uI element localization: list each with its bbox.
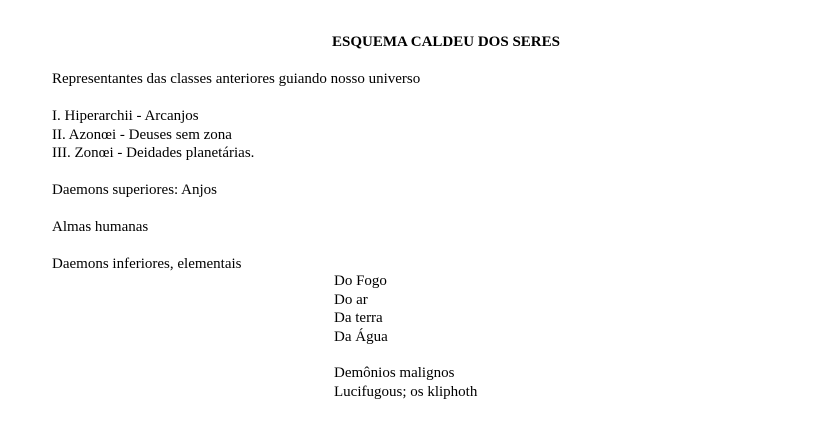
class-item-2: II. Azonœi - Deuses sem zona xyxy=(52,126,232,143)
element-item-air: Do ar xyxy=(334,291,368,308)
malign-item-demons: Demônios malignos xyxy=(334,365,455,381)
superior-daemons-text: Daemons superiores: Anjos xyxy=(52,182,217,198)
elements-list xyxy=(334,272,388,346)
element-item-earth: Da terra xyxy=(334,310,383,326)
intro-paragraph xyxy=(52,70,420,89)
classes-list xyxy=(52,107,254,163)
inferior-daemons-paragraph xyxy=(52,255,242,274)
document-title: ESQUEMA CALDEU DOS SERES xyxy=(332,34,560,50)
human-souls-text: Almas humanas xyxy=(52,219,149,235)
class-item-3: III. Zonœi - Deidades planetárias. xyxy=(52,145,255,161)
intro-text: Representantes das classes anteriores guiando nosso universo xyxy=(52,71,421,87)
inferior-daemons-text: Daemons inferiores, elementais xyxy=(52,256,242,272)
malign-item-kliphoth: Lucifugous; os kliphoth xyxy=(334,383,478,400)
malign-list xyxy=(334,364,477,401)
element-item-fire: Do Fogo xyxy=(334,273,387,289)
class-item-1: I. Hiperarchii - Arcanjos xyxy=(52,108,199,124)
element-item-water: Da Água xyxy=(334,328,388,345)
human-souls-paragraph xyxy=(52,218,148,237)
superior-daemons-paragraph xyxy=(52,181,217,200)
